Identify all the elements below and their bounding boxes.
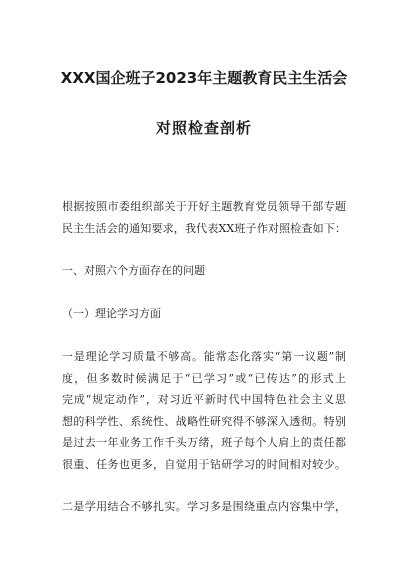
paragraph-line: 二是学用结合不够扎实。学习多是围绕重点内容集中学， [62, 500, 346, 513]
paragraph-line: 度，但多数时候满足于“已学习”或“已传达”的形式上 [62, 371, 346, 385]
document-title-line-1: XXX国企班子2023年主题教育民主生活会 [60, 69, 348, 87]
paragraph-line: 想的科学性、系统性、战略性研究得不够深入透彻。特别 [62, 414, 346, 428]
section-heading [62, 260, 346, 282]
point-2-paragraph [62, 496, 346, 518]
intro-line: 根据按照市委组织部关于开好主题教育党员领导干部专题 [62, 200, 346, 213]
paragraph-line: 很重、任务也更多，自觉用于钻研学习的时间相对较少。 [62, 457, 346, 471]
document-title-line-2: 对照检查剖析 [155, 119, 252, 137]
paragraph-line: 完成“规定动作”，对习近平新时代中国特色社会主义思 [62, 393, 346, 406]
paragraph-line: 一是理论学习质量不够高。能常态化落实“第一议题”制 [62, 350, 346, 363]
intro-paragraph [62, 196, 346, 239]
subsection-heading [62, 303, 346, 325]
paragraph-line: 是过去一年业务工作千头万绪，班子每个人肩上的责任都 [62, 436, 346, 449]
subsection-heading-text: （一）理论学习方面 [62, 307, 161, 320]
point-1-paragraph [62, 346, 346, 475]
intro-line: 民主生活会的通知要求，我代表XX班子作对照检查如下： [62, 221, 346, 235]
section-heading-text: 一、对照六个方面存在的问题 [62, 264, 205, 277]
